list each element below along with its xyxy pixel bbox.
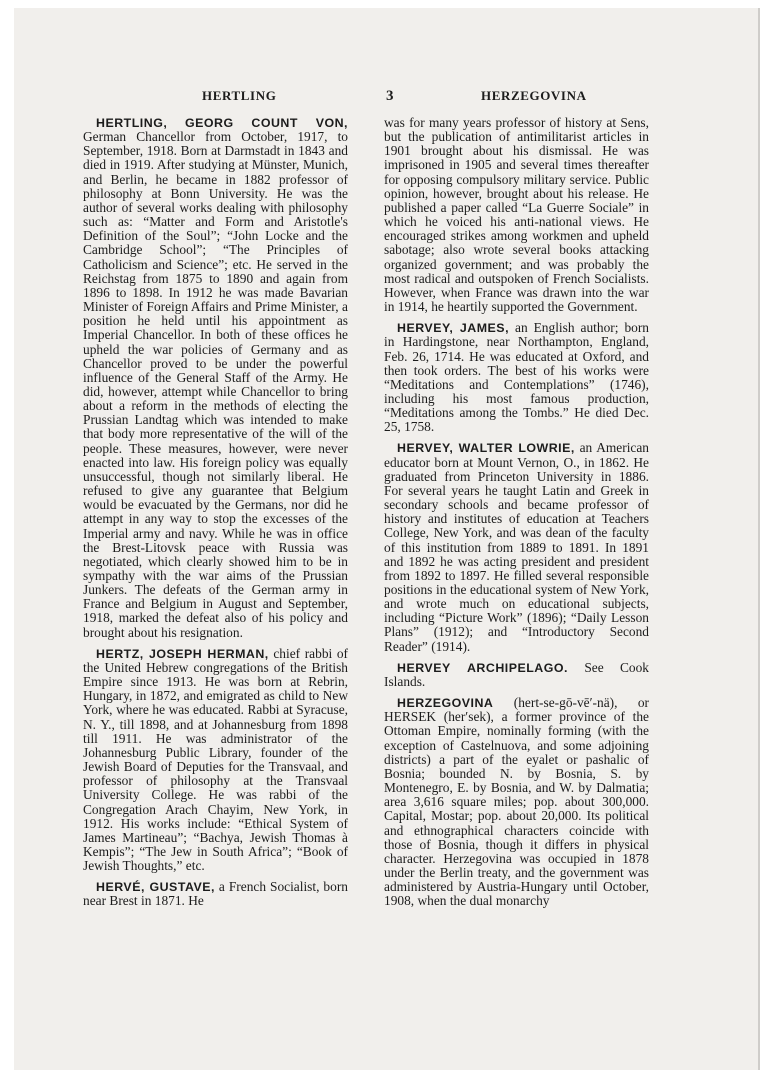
entry-headword: HERTLING, GEORG COUNT VON, [96, 116, 348, 130]
entry-hervey-archipelago [384, 661, 649, 689]
entry-herzegovina [384, 696, 649, 908]
entry-hervey-james [384, 321, 649, 434]
entry-headword: HERVÉ, GUSTAVE, [96, 880, 215, 895]
entry-headword: HERZEGOVINA [397, 696, 494, 711]
entry-headword: HERVEY, JAMES, [397, 321, 510, 336]
entry-headword: HERTZ, JOSEPH HERMAN, [96, 646, 269, 661]
header-right-guide-word: HERZEGOVINA [481, 88, 587, 103]
header-left-guide-word: HERTLING [202, 88, 277, 103]
left-column [83, 116, 348, 916]
entry-text: German Chancellor from October, 1917, to September, 1918. Born at Darmstadt in 1843 and died in 1919. After studying at Münster, Munich, and Berlin, he became in 1882 professor of philosophy at Bonn University. He was the author of several works dealing with philosophy such as: “Matter and Form and Aristotle's Definition of the Soul”; “John Locke and the Cambridge School”; “The Principles of Catholicism and Science”; etc. He served in the Reichstag from 1875 to 1890 and again from 1896 to 1898. In 1912 he was made Bavarian Minister of Foreign Affairs and Prime Minister, a position he held until his appointment as Imperial Chancellor. In both of these offices he upheld the war policies of Germany and as Chancellor proved to be under the powerful influence of the General Staff of the Army. He did, however, attempt while Chancellor to bring about a reform in the methods of electing the Prussian Landtag which was intended to make that body more representative of the will of the people. These measures, however, were never enacted into law. His foreign policy was equally unsuccessful, though not similarly liberal. He refused to give any guarantee that Belgium would be evacuated by the Germans, nor did he attempt in any way to stop the excesses of the Imperial army and navy. While he was in office the Brest-Litovsk peace with Russia was negotiated, which clearly showed him to be in sympathy with the war aims of the Prussian Junkers. The defeats of the German army in France and Belgium in August and September, 1918, marked the defeat also of his policy and brought about his resignation. [83, 129, 348, 640]
book-page [14, 8, 760, 1070]
entry-text: chief rabbi of the United Hebrew congregations of the British Empire since 1913. He was born at Rebrin, Hungary, in 1872, and emigrated as child to New York, where he was educated. Rabbi at Syracuse, N. Y., till 1898, and at Johannesburg from 1898 till 1911. He was administrator of the Johannesburg Public Library, founder of the Jewish Board of Deputies for the Transvaal, and professor of philosophy at the Transvaal University College. He was rabbi of the Congregation Arach Chayim, New York, in 1912. His works include: “Ethical System of James Martineau”; “Bachya, Jewish Thomas à Kempis”; “The Jew in South Africa”; “Book of Jewish Thoughts,” etc. [83, 645, 349, 874]
entry-text: a French Socialist, born near Brest in 1871. He [83, 879, 348, 909]
entry-text: See Cook Islands. [384, 659, 649, 689]
entry-hertling [83, 116, 348, 640]
right-column [384, 116, 649, 915]
entry-text: an English author; born in Hardingstone, near Northampton, England, Feb. 26, 1714. He was educated at Oxford, and then took orders. The best of his works were “Meditations and Contemplations” (1746), including his most famous production, “Meditations among the Tombs.” He died Dec. 25, 1758. [384, 320, 649, 435]
entry-text: (hert-se-gō-vē′-nä), or HERSEK (her′sek), a former province of the Ottoman Empire, nominally forming (with the exception of Castelnuova, and some adjoining districts) a part of the eyalet or pashalic of Bosnia; bounded N. by Bosnia, S. by Montenegro, E. by Bosnia, and W. by Dalmatia; area 3,616 square miles; pop. about 300,000. Capital, Mostar; pop. about 20,000. Its political and ethnographical characters coincide with those of Bosnia, though it differs in physical character. Herzegovina was occupied in 1878 under the Berlin treaty, and the government was administered by Austria-Hungary until October, 1908, when the dual monarchy [384, 695, 649, 909]
entry-hervey-walter [384, 441, 649, 653]
page-number: 3 [386, 88, 395, 104]
entry-text: was for many years professor of history at Sens, but the publication of antimilitarist articles in 1901 brought about his dismissal. He was imprisoned in 1905 and several times thereafter for opposing compulsory military service. Public opinion, however, brought about his release. He published a paper called “La Guerre Sociale” in which he voiced his anti-national views. He encouraged strikes among workmen and upheld sabotage; also wrote several books attacking organized government; and was probably the most radical and outspoken of French Socialists. However, when France was drawn into the war in 1914, he heartily supported the Government. [384, 115, 649, 315]
entry-hertz [83, 647, 348, 874]
entry-text: an American educator born at Mount Vernon, O., in 1862. He graduated from Princeton University in 1886. For several years he taught Latin and Greek in secondary schools and became professor of history and institutes of education at Teachers College, New York, and was dean of the faculty of this institution from 1889 to 1891. In 1891 and 1892 he was acting president and president from 1892 to 1897. He filled several responsible positions in the educational system of New York, and wrote much on educational subjects, including “Picture Work” (1896); “Daily Lesson Plans” (1912); and “Introductory Second Reader” (1914). [384, 440, 649, 654]
entry-headword: HERVEY, WALTER LOWRIE, [397, 441, 575, 456]
entry-herve [83, 880, 348, 908]
entry-headword: HERVEY ARCHIPELAGO. [397, 660, 568, 675]
entry-herve-continued [384, 116, 649, 314]
running-header [14, 88, 758, 108]
